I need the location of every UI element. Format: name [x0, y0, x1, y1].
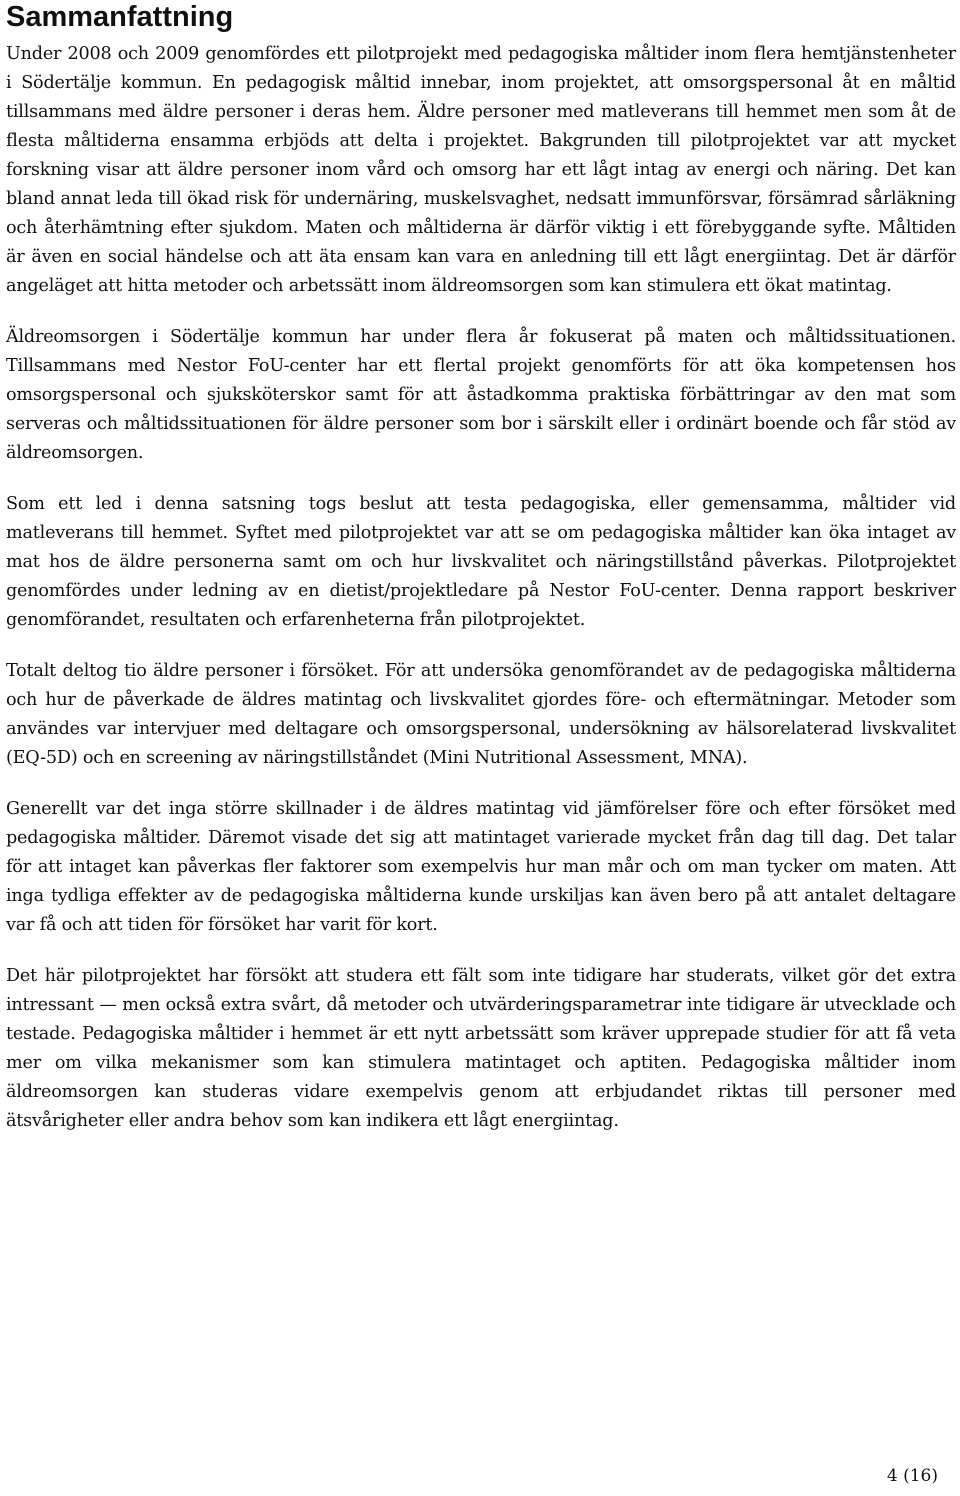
section-title: Sammanfattning [6, 1, 234, 33]
summary-paragraph-3: Som ett led i denna satsning togs beslut att testa pedagogiska, eller gemensamma, måltider vid matleverans till hemmet. Syftet med pilotprojektet var att se om pedagogiska måltider kan öka intaget av mat hos de äldre personerna samt om och hur livskvalitet och näringstillstånd påverkas. Pilotprojektet genomfördes under ledning av en dietist/projektledare på Nestor FoU-center. Denna rapport beskriver genomförandet, resultaten och erfarenheterna från pilotprojektet. [6, 494, 956, 630]
page-number: 4 (16) [886, 1466, 938, 1486]
summary-paragraph-5: Generellt var det inga större skillnader i de äldres matintag vid jämförelser före och efter försöket med pedagogiska måltider. Däremot visade det sig att matintaget varierade mycket från dag till dag. Det talar för att intaget kan påverkas fler faktorer som exempelvis hur man mår och om man tycker om maten. Att inga tydliga effekter av de pedagogiska måltiderna kunde urskiljas kan även bero på att antalet deltagare var få och att tiden för försöket har varit för kort. [6, 799, 956, 935]
summary-paragraph-6: Det här pilotprojektet har försökt att studera ett fält som inte tidigare har studerats, vilket gör det extra intressant — men också extra svårt, då metoder och utvärderingsparametrar inte tidigare är utvecklade och testade. Pedagogiska måltider i hemmet är ett nytt arbetssätt som kräver upprepade studier för att få veta mer om vilka mekanismer som kan stimulera matintaget och aptiten. Pedagogiska måltider inom äldreomsorgen kan studeras vidare exempelvis genom att erbjudandet riktas till personer med ätsvårigheter eller andra behov som kan indikera ett lågt energiintag. [6, 966, 956, 1131]
summary-paragraph-1: Under 2008 och 2009 genomfördes ett pilotprojekt med pedagogiska måltider inom flera hemtjänstenheter i Södertälje kommun. En pedagogisk måltid innebar, inom projektet, att omsorgspersonal åt en måltid tillsammans med äldre personer i deras hem. Äldre personer med matleverans till hemmet men som åt de flesta måltiderna ensamma erbjöds att delta i projektet. Bakgrunden till pilotprojektet var att mycket forskning visar att äldre personer inom vård och omsorg har ett lågt intag av energi och näring. Det kan bland annat leda till ökad risk för undernäring, muskelsvaghet, nedsatt immunförsvar, försämrad sårläkning och återhämtning efter sjukdom. Maten och måltiderna är därför viktig i ett förebyggande syfte. Måltiden är även en social händelse och att äta ensam kan vara en anledning till ett lågt energiintag. Det är därför angeläget att hitta metoder och arbetssätt inom äldreomsorgen som kan stimulera ett ökat matintag. [6, 44, 956, 296]
document-page [6, 0, 956, 1136]
summary-paragraph-2: Äldreomsorgen i Södertälje kommun har under flera år fokuserat på maten och måltidssituationen. Tillsammans med Nestor FoU-center har ett flertal projekt genomförts för att öka kompetensen hos omsorgspersonal och sjuksköterskor samt för att åstadkomma praktiska förbättringar av den mat som serveras och måltidssituationen för äldre personer som bor i särskilt eller i ordinärt boende och får stöd av äldreomsorgen. [6, 327, 956, 463]
summary-paragraph-4: Totalt deltog tio äldre personer i försöket. För att undersöka genomförandet av de pedagogiska måltiderna och hur de påverkade de äldres matintag och livskvalitet gjordes före- och eftermätningar. Metoder som användes var intervjuer med deltagare och omsorgspersonal, undersökning av hälsorelaterad livskvalitet (EQ-5D) och en screening av näringstillståndet (Mini Nutritional Assessment, MNA). [6, 661, 956, 768]
